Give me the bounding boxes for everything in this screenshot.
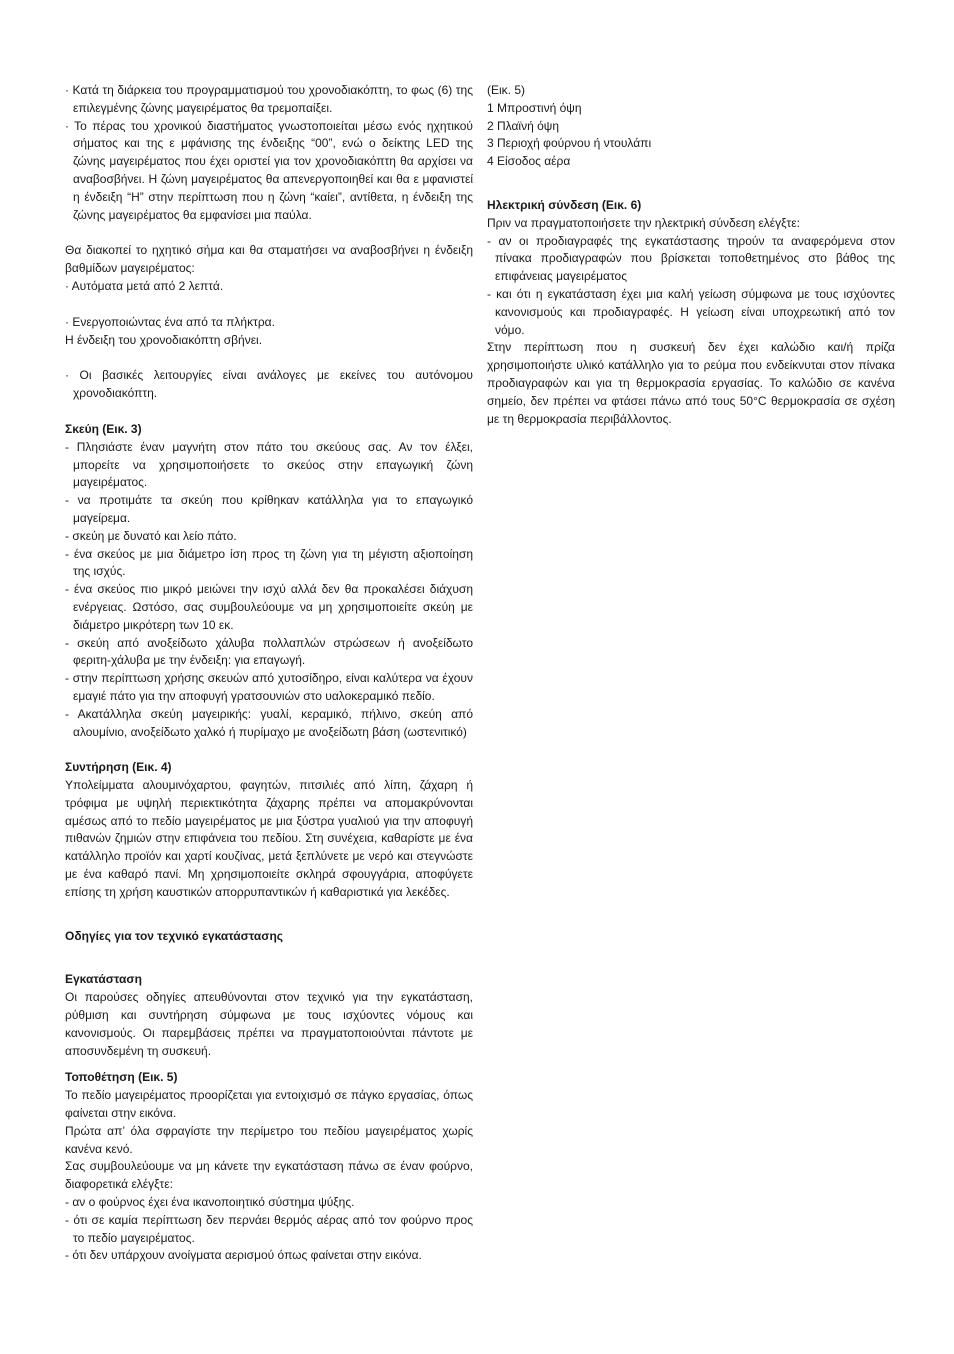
figure-legend-item: 4 Είσοδος αέρα bbox=[487, 154, 571, 169]
figure-caption: (Εικ. 5) bbox=[487, 83, 526, 97]
cookware-item: - στην περίπτωση χρήσης σκευών από χυτοσίδηρο, είναι καλύτερα να έχουν εμαγιέ πάτο για την αποφυγή γρατσουνιών στο υαλοκεραμικό πεδίο. bbox=[65, 671, 473, 703]
placement-item: - ότι δεν υπάρχουν ανοίγματα αερισμού όπως φαίνεται στην εικόνα. bbox=[65, 1248, 422, 1263]
cookware-item: - ένα σκεύος πιο μικρό μειώνει την ισχύ αλλά δεν θα προκαλέσει διάχυση ενέργειας. Ωστόσο, σας συμβουλεύουμε να μη χρησιμοποιείτε σκεύη με διάμετρο μικρότερη των 10 εκ. bbox=[65, 582, 473, 632]
left-column bbox=[65, 82, 473, 1265]
cookware-item: - σκεύη από ανοξείδωτο χάλυβα πολλαπλών στρώσεων ή ανοξείδωτο φεριτη-χάλυβα με την ένδειξη: για επαγωγή. bbox=[65, 635, 473, 668]
figure-legend-item: 2 Πλαϊνή όψη bbox=[487, 118, 560, 133]
signal-key-item: · Ενεργοποιώντας ένα από τα πλήκτρα. bbox=[65, 314, 275, 329]
cookware-item: - ένα σκεύος με μια διάμετρο ίση προς τη ζώνη για τη μέγιστη αξιοποίηση της ισχύς. bbox=[65, 546, 473, 579]
maintenance-heading: Συντήρηση (Εικ. 4) bbox=[65, 760, 172, 775]
placement-heading: Τοποθέτηση (Εικ. 5) bbox=[65, 1070, 178, 1085]
placement-paragraph: Το πεδίο μαγειρέματος προορίζεται για εντοιχισμό σε πάγκο εργασίας, όπως φαίνεται στην εικόνα. bbox=[65, 1088, 473, 1121]
figure-legend-item: 1 Μπροστινή όψη bbox=[487, 100, 582, 115]
signal-stop-text: Θα διακοπεί το ηχητικό σήμα και θα σταματήσει να αναβοσβήνει η ένδειξη βαθμίδων μαγειρέματος: bbox=[65, 243, 473, 276]
installation-text: Οι παρούσες οδηγίες απευθύνονται στον τεχνικό για την εγκατάσταση, ρύθμιση και συντήρηση σύμφωνα με τους ισχύοντες νόμους και κανονισμούς. Οι παρεμβάσεις πρέπει να πραγματοποιούνται πάντοτε με αποσυνδεμένη τη συσκευή. bbox=[65, 990, 473, 1058]
cookware-heading: Σκεύη (Εικ. 3) bbox=[65, 421, 142, 436]
signal-auto-item: · Αυτόματα μετά από 2 λεπτά. bbox=[65, 278, 224, 293]
placement-item: - ότι σε καμία περίπτωση δεν περνάει θερμός αέρας από τον φούρνο προς το πεδίο μαγειρέματος. bbox=[65, 1212, 473, 1245]
electric-heading: Ηλεκτρική σύνδεση (Εικ. 6) bbox=[487, 197, 642, 212]
electric-text: Στην περίπτωση που η συσκευή δεν έχει καλώδιο και/ή πρίζα χρησιμοποιήστε υλικό κατάλληλο για το ρεύμα που ενδείκνυται στον πίνακα προδιαγραφών και για τη θερμοκρασία εργασίας. Το καλώδιο σε κανένα σημείο, δεν πρέπει να φτάσει πάνω από τους 50°C θερμοκρασία σε σχέση με τη θερμοκρασία περιβάλλοντος. bbox=[487, 340, 895, 426]
installation-heading: Εγκατάσταση bbox=[65, 972, 142, 987]
right-column bbox=[487, 82, 895, 428]
timer-blink-note: · Κατά τη διάρκεια του προγραμματισμού του χρονοδιακόπτη, το φως (6) της επιλεγμένης ζώνης μαγειρέματος θα τρεμοπαίξει. bbox=[65, 83, 473, 115]
installer-heading: Οδηγίες για τον τεχνικό εγκατάστασης bbox=[65, 928, 284, 943]
placement-item: - αν ο φούρνος έχει ένα ικανοποιητικό σύστημα ψύξης. bbox=[65, 1195, 355, 1210]
timer-off-text: Η ένδειξη του χρονοδιακόπτη σβήνει. bbox=[65, 332, 263, 347]
placement-paragraph: Σας συμβουλεύουμε να μη κάνετε την εγκατάσταση πάνω σε έναν φούρνο, διαφορετικά ελέγξτε: bbox=[65, 1159, 473, 1192]
basic-functions-item: · Οι βασικές λειτουργίες είναι ανάλογες με εκείνες του αυτόνομου χρονοδιακόπτη. bbox=[65, 368, 473, 401]
figure-legend-item: 3 Περιοχή φούρνου ή ντουλάπι bbox=[487, 136, 652, 151]
placement-paragraph: Πρώτα απ’ όλα σφραγίστε την περίμετρο του πεδίου μαγειρέματος χωρίς κανένα κενό. bbox=[65, 1123, 473, 1156]
cookware-item: - Ακατάλληλα σκεύη μαγειρικής: γυαλί, κεραμικό, πήλινο, σκεύη από αλουμίνιο, ανοξείδωτο χαλκό ή πυρίμαχο με ανοξείδωτη βάση (ωστενιτικό) bbox=[65, 706, 473, 739]
timer-end-note: · Το πέρας του χρονικού διαστήματος γνωστοποιείται μέσω ενός ηχητικού σήματος και της ε μφάνισης της ένδειξης “00”, ενώ ο δείκτης LED της ζώνης μαγειρέματος που έχει οριστεί για τον χρονοδιακόπτη θα αρχίσει να αναβοσβήνει. Η ζώνη μαγειρέματος θα απενεργοποιηθεί και θα ε μφανιστεί η ένδειξη “H” στην περίπτωση που η ζώνη “καίει”, αντίθετα, η ένδειξη της ζώνης μαγειρέματος θα εμφανίσει μια παύλα. bbox=[65, 118, 473, 222]
electric-item: - και ότι η εγκατάσταση έχει μια καλή γείωση σύμφωνα με τους ισχύοντες κανονισμούς και προδιαγραφές. Η γείωση είναι υποχρεωτική από τον νόμο. bbox=[487, 286, 895, 337]
cookware-item: - να προτιμάτε τα σκεύη που κρίθηκαν κατάλληλα για το επαγωγικό μαγείρεμα. bbox=[65, 493, 473, 525]
cookware-item: - σκεύη με δυνατό και λείο πάτο. bbox=[65, 528, 237, 543]
cookware-item: - Πλησιάστε έναν μαγνήτη στον πάτο του σκεύους σας. Αν τον έλξει, μπορείτε να χρησιμοποιήσετε το σκεύος στην επαγωγική ζώνη μαγειρέματος. bbox=[65, 439, 473, 490]
electric-intro: Πριν να πραγματοποιήσετε την ηλεκτρική σύνδεση ελέγξτε: bbox=[487, 215, 800, 230]
electric-item: - αν οι προδιαγραφές της εγκατάστασης τηρούν τα αναφερόμενα στον πίνακα προδιαγραφών που βρίσκεται τοποθετημένος στο βάθος της επιφάνειας μαγειρέματος bbox=[487, 233, 895, 284]
maintenance-text: Υπολείμματα αλουμινόχαρτου, φαγητών, πιτσιλιές από λίπη, ζάχαρη ή τρόφιμα με υψηλή περιεκτικότητα ζάχαρης πρέπει να απομακρύνονται αμέσως από το πεδίο μαγειρέματος με μια ξύστρα γυαλιού για την αποφυγή πιθανών ζημιών στην επιφάνεια του πεδίου. Στη συνέχεια, καθαρίστε με ένα κατάλληλο προϊόν και χαρτί κουζίνας, μετά ξεπλύνετε με νερό και στεγνώστε με ένα καθαρό πανί. Μη χρησιμοποιείτε σκληρά σφουγγάρια, αποφύγετε επίσης τη χρήση καυστικών απορρυπαντικών ή καθαριστικά για λεκέδες. bbox=[65, 778, 473, 899]
